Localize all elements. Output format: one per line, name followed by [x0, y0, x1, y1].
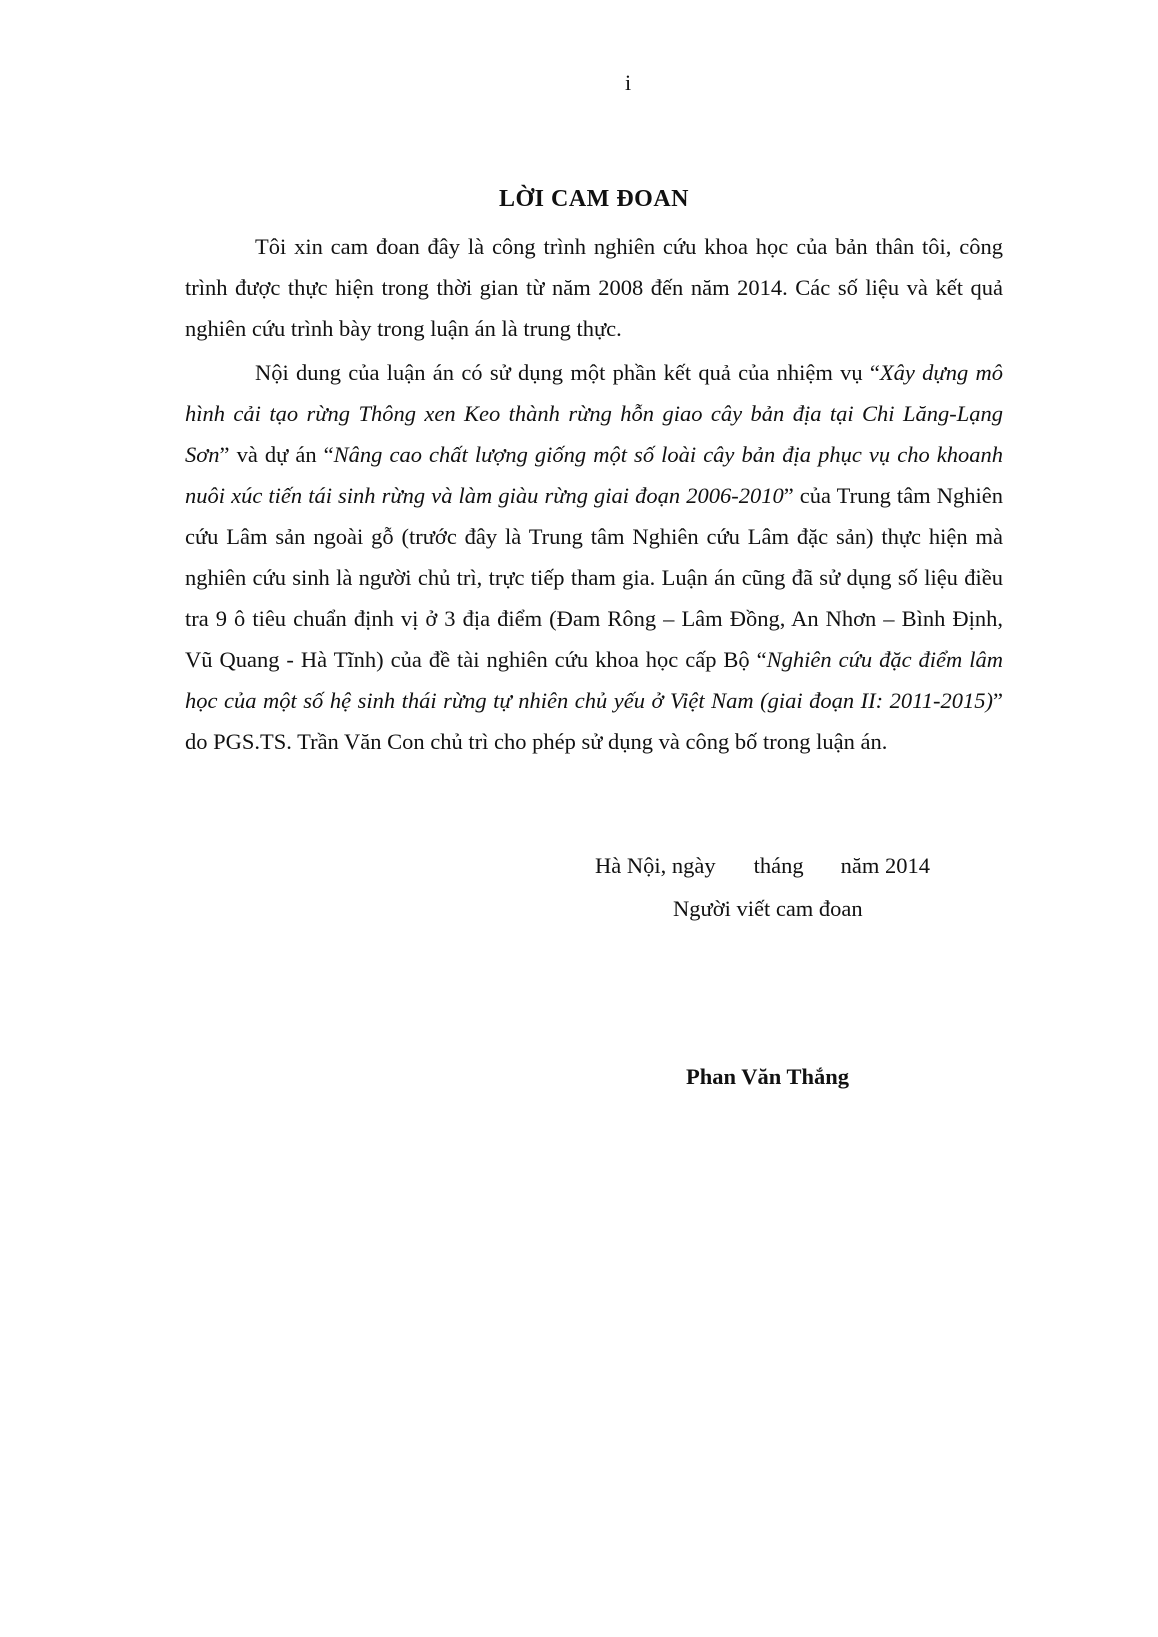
date-line: [595, 853, 930, 879]
paragraph-2-part-1: Nội dung của luận án có sử dụng một phần kết quả của nhiệm vụ “: [255, 360, 880, 385]
paragraph-2: [185, 352, 1003, 762]
signer-role: Người viết cam đoan: [673, 896, 863, 921]
month-label: tháng: [753, 853, 804, 878]
signer-name: Phan Văn Thắng: [686, 1064, 850, 1089]
year-label: năm 2014: [840, 853, 930, 878]
paragraph-1: Tôi xin cam đoan đây là công trình nghiên cứu khoa học của bản thân tôi, công trình được thực hiện trong thời gian từ năm 2008 đến năm 2014. Các số liệu và kết quả nghiên cứu trình bày trong luận án là trung thực.: [185, 234, 1003, 341]
project-title: Nâng cao chất lượng giống một số loài cây bản địa phục vụ cho khoanh nuôi xúc tiến tái sinh rừng và làm giàu rừng giai đoạn 2006-2010: [185, 442, 1003, 508]
task-title: Xây dựng mô hình cải tạo rừng Thông xen Keo thành rừng hỗn giao cây bản địa tại Chi Lăng-Lạng Sơn: [185, 360, 1003, 467]
page-title: LỜI CAM ĐOAN: [499, 186, 689, 212]
study-title: Nghiên cứu đặc điểm lâm học của một số hệ sinh thái rừng tự nhiên chủ yếu ở Việt Nam (giai đoạn II: 2011-2015): [185, 647, 1003, 713]
paragraph-2-part-4: ” do PGS.TS. Trần Văn Con chủ trì cho phép sử dụng và công bố trong luận án.: [185, 688, 1003, 754]
declaration-body: [185, 226, 1003, 762]
place-day-label: Hà Nội, ngày: [595, 853, 716, 878]
paragraph-2-part-2: ” và dự án “: [219, 442, 334, 467]
paragraph-2-part-3: ” của Trung tâm Nghiên cứu Lâm sản ngoài gỗ (trước đây là Trung tâm Nghiên cứu Lâm đặc sản) thực hiện mà nghiên cứu sinh là người chủ trì, trực tiếp tham gia. Luận án cũng đã sử dụng số liệu điều tra 9 ô tiêu chuẩn định vị ở 3 địa điểm (Đam Rông – Lâm Đồng, An Nhơn – Bình Định, Vũ Quang - Hà Tĩnh) của đề tài nghiên cứu khoa học cấp Bộ “: [185, 483, 1003, 672]
page-number: i: [624, 70, 632, 95]
